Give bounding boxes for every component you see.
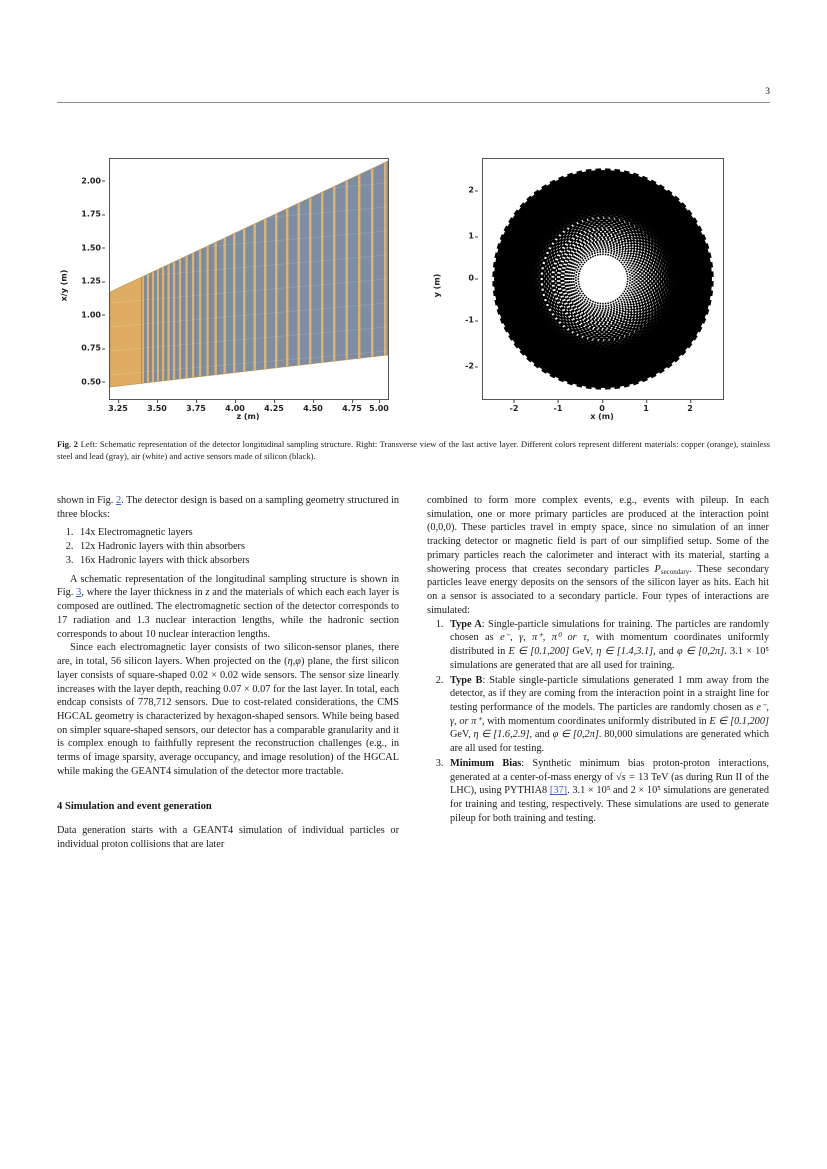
citation-link-37[interactable]: [37] [549,785,568,797]
xtick: 4.50 [303,404,323,413]
item-label-type-a: Type A [450,618,482,630]
list-item [446,674,769,756]
item-text: simulations are generated that are all used for training. [450,659,675,671]
paragraph-data-generation: Data generation starts with a GEANT4 simulation of individual particles or individual proton collisions that are later [57,825,399,851]
transverse-layer-drawing [483,159,723,399]
item-label-type-b: Type B [450,674,483,686]
ytick: -1 [465,315,474,325]
figure-caption-label: Fig. 2 [57,439,78,449]
italic-z: z [205,587,210,599]
right-panel-ylabel-wrap [430,150,444,420]
item-text: : Single-particle simulations for training. The particles are randomly chosen as [450,618,769,644]
figure-3-reference-link[interactable]: 3 [76,587,82,599]
para-text: combined to form more complex events, e.g., events with pileup. In each simulation, one or more primary particles are produced at the interaction point [427,495,769,520]
paragraph-combined-events [427,494,769,618]
ytick: 1.75 [81,209,101,219]
item-text: GeV, [450,729,474,741]
symbol-phi: φ [295,656,301,668]
symbol-p-subscript: secondary [660,567,690,576]
right-panel-xlabel: x (m) [590,412,614,421]
ytick: 2.00 [81,176,101,185]
page-header [57,88,770,103]
energy-range: E ∈ [0.1,200] [709,715,769,727]
item-label-minimum-bias: Minimum Bias [450,757,522,769]
xtick: 3.25 [108,404,128,413]
para-text: and the materials of which each each layer is composed are outlined. The electromagnetic section of the detector corresponds to 17 radiation and 1.3 nuclear interaction lengths, while the hadronic section corresponds to about 10 nuclear interaction lengths. [57,587,399,640]
xtick: 5.00 [369,404,389,413]
item-text: GeV, [569,646,597,658]
para-text: shown in Fig. [57,495,116,506]
item-text: . 80,000 simulations are generated which are all used for testing. [450,729,770,755]
para-text: A schematic representation of the longitudinal sampling structure is shown in Fig. [57,573,399,599]
figure-2 [57,150,770,420]
ytick: 1.50 [81,243,101,252]
list-item [446,757,769,826]
item-text: , and [653,646,678,658]
xtick: 4.75 [342,404,362,413]
para-text: ) plane, the first silicon layer consists of square-shaped [57,656,399,681]
xtick: 4.25 [264,404,284,413]
section-heading-simulation: 4 Simulation and event generation [57,800,212,812]
list-item [446,618,769,673]
item-text: , with momentum coordinates uniformly distributed in [481,715,710,727]
interaction-point-coords: (0,0,0) [427,522,455,534]
paragraph-shown-in-fig [57,494,399,521]
list-item: 1. 14x Electromagnetic layers [76,526,399,540]
ytick: 0 [468,273,474,283]
ytick: 1.00 [81,310,101,319]
xtick: 3.50 [147,404,167,413]
energy-range: E ∈ [0.1,200] [508,646,570,658]
item-text: simulations are generated for training and testing, respectively. These simulations are used to generate pileup for both training and testing. [450,785,769,824]
detector-blocks-list [57,526,399,567]
symbol-eta: η [287,656,293,668]
eta-range: η ∈ [1.6,2.9] [473,729,530,741]
body-columns [57,494,770,852]
item-text: . [567,785,573,797]
xtick: 3.75 [186,404,206,413]
figure-caption-text: Left: Schematic representation of the detector longitudinal sampling structure. Right: Transverse view of the last active layer. Different colors represent different materials: copper (orange), stainless steel and lead (gray), air (white) and active sensors made of silicon (black). [57,439,771,462]
simulation-count-training: 3.1 × 10⁵ [572,785,611,797]
figure-right-panel [430,150,770,420]
para-text: . These particles travel in empty space, since no simulation of an inner tracking detector or magnetic field is part of our simplified setup. Some of the primary particles reach the calorimeter and interact with its material, starting a showering process that creates secondary particles [427,522,769,575]
simulation-count: 3.1 × 10⁵ [729,646,769,658]
ytick: 0.50 [81,377,101,386]
page-number: 3 [765,87,770,97]
ytick: 0.75 [81,343,101,353]
left-panel-yticks [71,150,105,420]
phi-range: φ ∈ [0,2π] [552,729,599,741]
paragraph-silicon-layers [57,641,399,778]
xtick: 1 [643,404,649,413]
item-text: : Synthetic minimum bias proton-proton interactions, generated at a center-of-mass energy of [450,757,769,783]
para-text: wide sensors. The sensor size linearly increases with the layer depth, reaching [57,669,399,695]
para-text: . The detector design is based on a sampling geometry structured in three blocks: [57,495,399,520]
particle-list: e⁻, γ, π⁺, π⁰ or τ [500,632,587,644]
figure-left-panel [57,150,397,420]
sensor-size-last: 0.07 × 0.07 [223,683,271,695]
right-panel-ylabel: y (m) [432,273,442,297]
ytick: -2 [465,361,474,371]
sqrt-s-symbol: √s = [615,771,636,783]
para-text: , where the layer thickness in [81,587,206,599]
ytick: 2 [468,185,474,195]
left-column [57,494,399,852]
xtick: -1 [553,404,563,413]
right-panel-yticks [444,150,478,420]
item-text: . [724,646,730,658]
para-text: Since each electromagnetic layer consists of two silicon-sensor planes, there are, in total, 56 silicon layers. When projected on the ( [57,642,399,668]
eta-range: η ∈ [1.4,3.1] [596,646,654,658]
list-item: 3. 16x Hadronic layers with thick absorbers [76,554,399,568]
item-text: , and [529,729,553,741]
ytick: 1 [468,231,474,241]
left-panel-ylabel: x/y (m) [59,269,69,301]
left-panel-xlabel: z (m) [236,412,260,421]
para-text: , [292,656,296,668]
symbol-p: P [654,563,661,575]
xtick: 2 [687,404,693,413]
simulation-count-testing: 2 × 10⁵ [630,785,661,797]
list-item: 2. 12x Hadronic layers with thin absorbers [76,540,399,554]
item-text: , with momentum coordinates uniformly distributed in [450,632,769,658]
paragraph-sampling-structure [57,573,399,642]
item-text: : Stable single-particle simulations generated 1 mm away from the detector, as if they are coming from the interaction point in a straight line for testing performance of the models. The particles are randomly chosen as [450,674,769,714]
ytick: 1.25 [81,276,101,286]
header-rule [57,102,770,103]
para-text: . These secondary particles leave energy deposits on the sensors of the silicon layer as hits. Each hit on a sensor is associated to a secondary particle. Four types of interactions are simulated: [427,563,769,616]
interaction-types-list [427,618,769,826]
right-panel-axes [482,158,724,400]
xtick: 0 [599,404,605,413]
left-panel-axes [109,158,389,400]
left-panel-ylabel-wrap [57,150,71,420]
figure-caption [57,438,770,462]
xtick: 4.00 [225,404,245,413]
phi-range: φ ∈ [0,2π] [677,646,725,658]
item-text: and [610,785,631,797]
para-text: for the last layer. In total, each endcap consists of 778,712 sensors. Due to cost-related considerations, the CMS HGCAL geometry is characterized by hexagon-shaped sensors. While being based on simpler square-shaped sensors, our detector has a comparable granularity and it is complex enough to faithfully represent the reconstruction challenges (e.g., in terms of image sparsity, average occupancy, and image resolution) of the HGCAL while making the GEANT4 simulation of the detector more tractable. [57,683,399,777]
particle-list: e⁻, γ, or π⁺ [450,702,769,727]
longitudinal-sampling-drawing [110,159,388,399]
figure-reference-link[interactable]: 2 [115,495,122,506]
sensor-size-first: 0.02 × 0.02 [190,669,239,681]
xtick: -2 [509,404,519,413]
right-column [427,494,769,852]
item-text: 13 TeV (as during Run II of the LHC), using PYTHIA8 [450,771,770,797]
